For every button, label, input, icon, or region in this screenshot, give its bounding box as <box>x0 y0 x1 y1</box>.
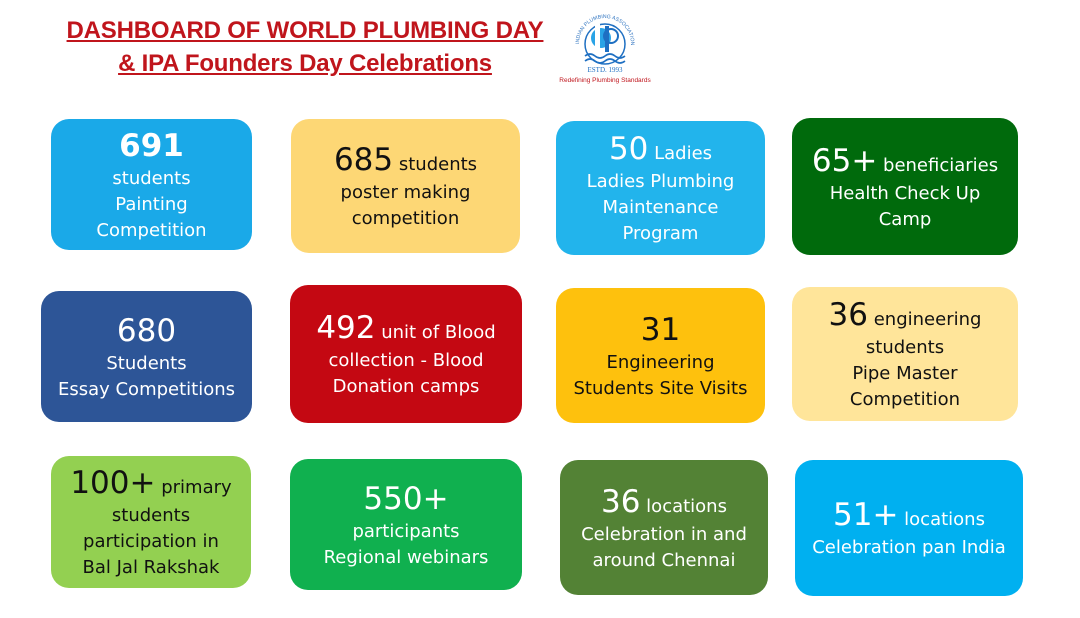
stat-number: 65+ <box>811 142 878 179</box>
stat-line: participants <box>352 520 460 542</box>
stat-card-blood-donation: 492 unit of Blood collection - Blood Donation camps <box>290 285 522 423</box>
stat-line: Celebration in and <box>581 523 747 545</box>
stat-card-webinars <box>290 459 522 590</box>
stat-line: students <box>111 505 191 526</box>
stat-number: 31 <box>640 311 681 348</box>
stat-number: 36 <box>828 297 868 333</box>
stat-card-painting <box>51 119 252 250</box>
stat-line: competition <box>351 208 460 229</box>
stat-line: Competition <box>96 219 207 241</box>
stat-number: 51+ <box>833 497 899 533</box>
stat-line: Maintenance <box>602 197 719 218</box>
stat-card-pan-india: 51+ locations Celebration pan India <box>795 460 1023 596</box>
stat-number: 36 <box>601 483 641 520</box>
stat-card-chennai: 36 locations Celebration in and around Chennai <box>560 460 768 595</box>
stat-card-ladies-plumbing: 50 Ladies Ladies Plumbing Maintenance Program <box>556 121 765 255</box>
stat-line: Health Check Up <box>829 182 981 204</box>
stat-line: Painting <box>115 193 188 215</box>
stat-card-pipe-master: 36 engineering students Pipe Master Competition <box>792 287 1018 421</box>
ipa-logo <box>555 6 655 88</box>
stat-number: 100+ <box>70 465 156 501</box>
title-line-2: & IPA Founders Day Celebrations <box>118 50 492 77</box>
page-title <box>60 14 550 80</box>
logo-established: ESTD. 1993 <box>587 66 623 74</box>
stat-card-poster-making: 685 students poster making competition <box>291 119 520 253</box>
stat-line: Engineering <box>606 351 715 373</box>
stat-line: Ladies Plumbing <box>586 171 735 192</box>
stat-card-bal-jal-rakshak: 100+ primary students participation in Bal Jal Rakshak <box>51 456 251 588</box>
stat-number: 492 <box>316 310 376 346</box>
stat-line: Essay Competitions <box>57 378 236 400</box>
stat-number: 691 <box>119 127 184 164</box>
stat-line: participation in <box>83 531 219 552</box>
stat-line: Regional webinars <box>323 546 489 568</box>
stat-number: 680 <box>116 312 177 349</box>
stat-line: Pipe Master <box>852 363 958 384</box>
stat-card-health-camp: 65+ beneficiaries Health Check Up Camp <box>792 118 1018 255</box>
stat-line: Celebration pan India <box>812 537 1006 558</box>
stat-line: Camp <box>878 208 932 230</box>
stat-card-site-visits <box>556 288 765 423</box>
stat-line: Bal Jal Rakshak <box>82 557 220 578</box>
stat-line: Students Site Visits <box>573 377 748 399</box>
logo-emblem-icon <box>555 6 655 78</box>
stat-number: 685 <box>333 142 394 178</box>
stat-number: 50 <box>608 131 649 167</box>
stat-number: 550+ <box>363 480 449 517</box>
stat-line: poster making <box>340 182 471 203</box>
stat-line: collection - Blood <box>328 350 484 371</box>
stat-card-essay <box>41 291 252 422</box>
stat-line: Donation camps <box>332 376 480 397</box>
stat-line: around Chennai <box>592 549 736 571</box>
logo-arc-text: INDIAN PLUMBING ASSOCIATION <box>574 13 636 46</box>
stat-line: Program <box>622 223 699 244</box>
stat-line: Students <box>106 352 187 374</box>
title-line-1: DASHBOARD OF WORLD PLUMBING DAY <box>66 17 544 44</box>
stat-line: students <box>865 337 945 358</box>
stat-line: Competition <box>849 389 961 410</box>
logo-tagline: Redefining Plumbing Standards <box>559 77 651 84</box>
stat-line: students <box>112 167 191 189</box>
